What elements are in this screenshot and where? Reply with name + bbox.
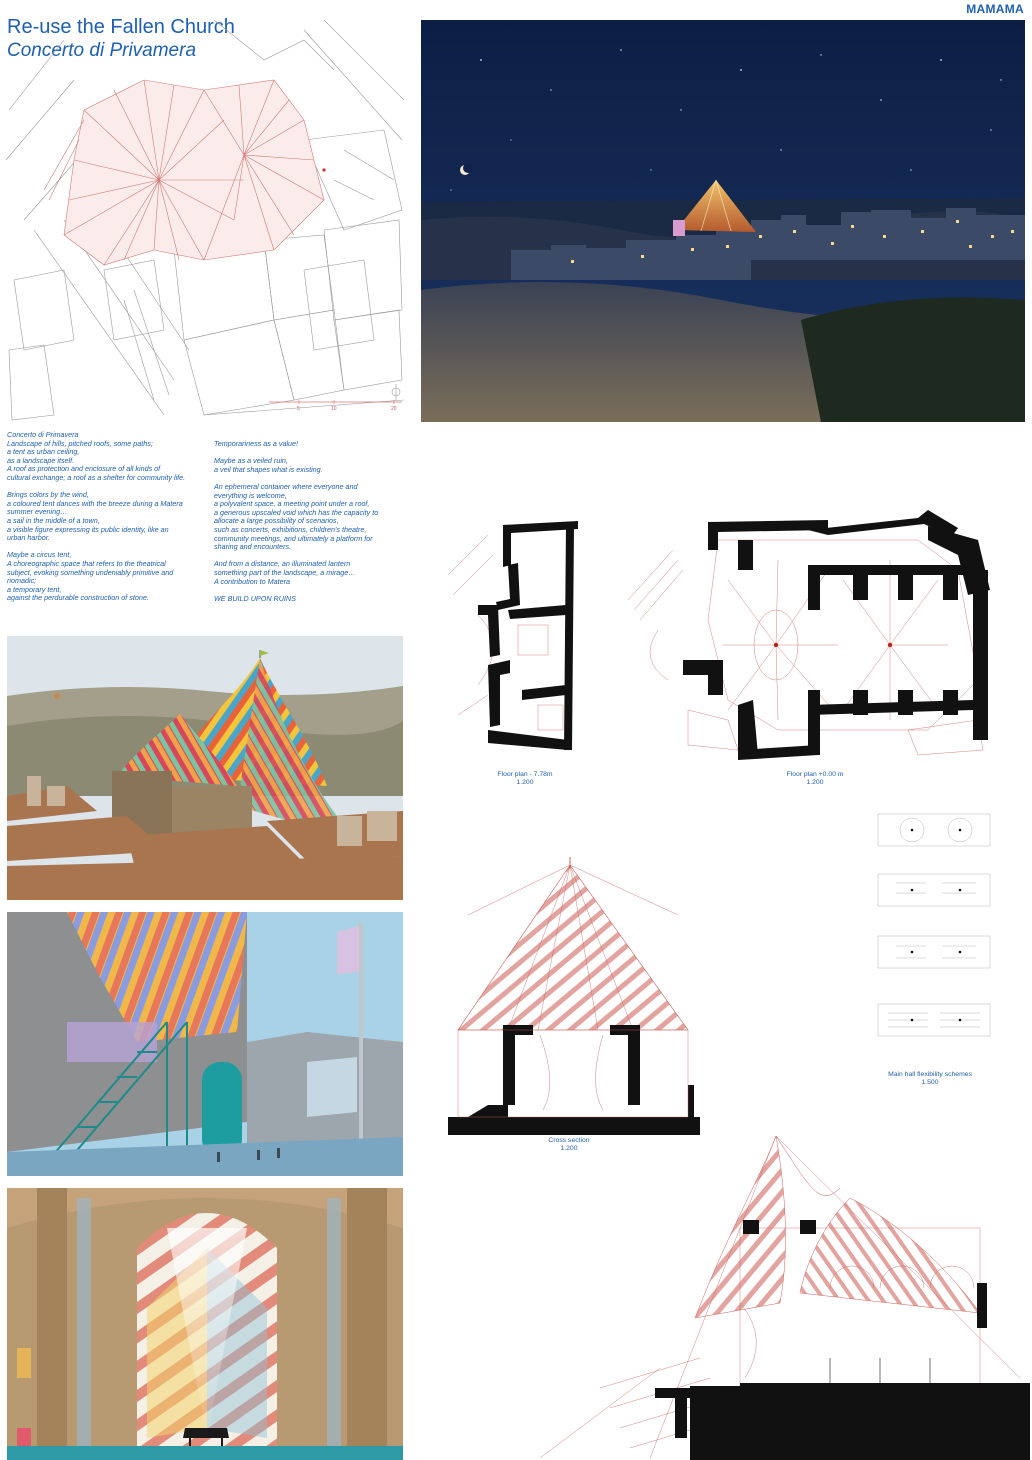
- day-tent-render-image: [7, 636, 403, 900]
- text-paragraph: And from a distance, an illuminated lantern something part of the landscape, a mirage… A contribution to Matera: [214, 559, 356, 586]
- cross-section-caption: Cross section: [548, 1137, 590, 1144]
- site-plan: [4, 20, 404, 424]
- scale-label: 5: [297, 406, 300, 412]
- north-arrow-icon: [392, 384, 400, 400]
- floor-plan-ground: [628, 510, 990, 766]
- text-paragraph: An ephemeral container where everyone and everything is welcome, a polyvalent space, a meeting point under a roof, a generous upscaled void which has the capacity to allocate a large possibility of scenarios, such as concerts, exhibitions, children's theatre, community meetings, and ultimately a platform for sharing and encounters.: [214, 481, 379, 552]
- text-paragraph: Maybe as a veiled ruin, a veil that shapes what is existing.: [214, 456, 323, 474]
- floor-plan-lower-caption: Floor plan - 7.78m: [497, 771, 553, 778]
- floor-plan-lower: [448, 515, 593, 765]
- text-paragraph: Temporariness as a value!: [214, 439, 299, 448]
- scale-label: 10: [331, 406, 337, 412]
- cross-section: [448, 855, 700, 1135]
- cross-section-scale: 1.200: [560, 1145, 578, 1152]
- floor-plan-lower-scale: 1.200: [516, 779, 534, 786]
- text-paragraph: Concerto di Primavera Landscape of hills, pitched roofs, some paths; a tent as urban ceiling, as a landscape itself. A roof as protection and enclosure of all kinds of cultural exchange; a roof as a shelter for community life.: [7, 430, 186, 482]
- text-column-right: [214, 440, 404, 612]
- facade-stair-render-image: [7, 912, 403, 1176]
- text-paragraph: Brings colors by the wind, a coloured tent dances with the breeze during a Matera summer evening… a sail in the middle of a town, a visible figure expressing its public identity, like an urban harbor.: [7, 490, 183, 543]
- floor-plan-ground-scale: 1.200: [806, 779, 824, 786]
- page-subtitle: Concerto di Privamera: [7, 40, 197, 61]
- night-render-image: [421, 20, 1025, 422]
- text-column-left: [7, 431, 212, 611]
- scale-label: 20: [391, 406, 397, 412]
- longitudinal-section: [540, 1128, 1030, 1460]
- brand-label: MAMAMA: [966, 2, 1024, 16]
- interior-render-image: [7, 1188, 403, 1460]
- floor-plan-ground-caption: Floor plan +0.00 m: [786, 771, 844, 778]
- text-paragraph: Maybe a circus tent, A choreographic space that refers to the theatrical subject, evoking something undeniably primitive and nomadic; a temporary tent, against the perdurable construction of stone.: [7, 550, 174, 603]
- text-paragraph: WE BUILD UPON RUINS: [214, 593, 296, 603]
- page-title: Re-use the Fallen Church: [7, 16, 235, 38]
- flexibility-caption: Main hall flexibility schemes: [888, 1071, 972, 1078]
- flexibility-scale: 1.500: [921, 1079, 939, 1086]
- flexibility-schemes: [876, 808, 994, 1048]
